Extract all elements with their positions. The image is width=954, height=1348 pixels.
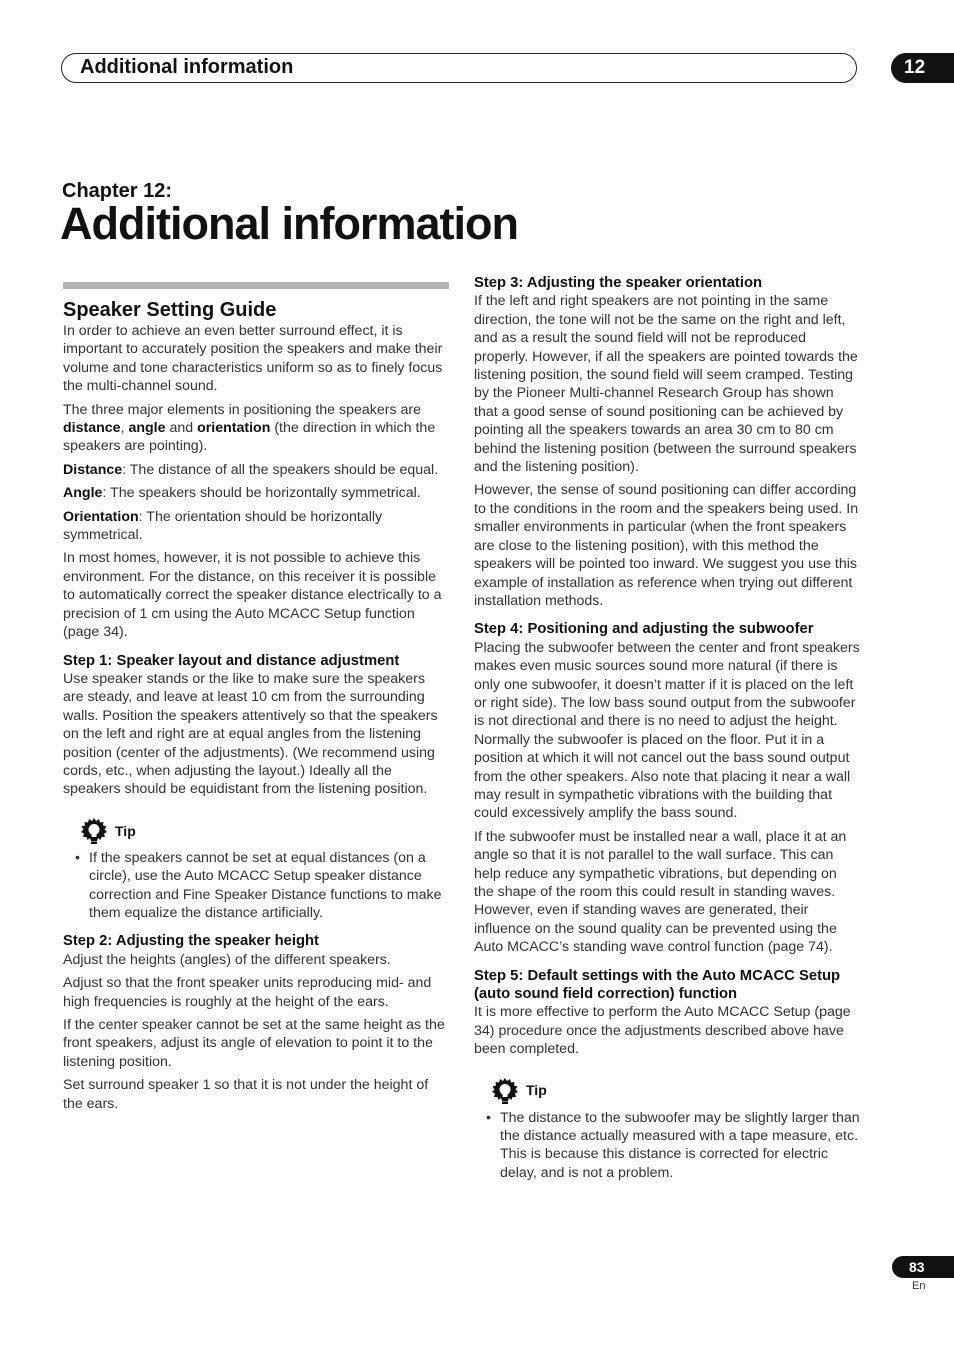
chapter-number-tab: 12 — [891, 53, 954, 83]
chapter-label: Chapter 12: — [62, 180, 173, 202]
step2-paragraph-4: Set surround speaker 1 so that it is not under the height of the ears. — [63, 1077, 429, 1112]
step3-paragraph-1: If the left and right speakers are not pointing in the same direction, the tone will not be the same on the right and left, and as a result the sound field will not be reproduced properly. However, if all the speakers are pointed towards the listening position, the sound field will seem cramped. Testing by the Pioneer Multi-channel Research Group has shown that a good sense of sound positioning can be achieved by pointing all the speakers towards an area 30 cm to 80 cm behind the listening position (between the surround speakers and the listening position). — [474, 293, 858, 476]
section-title: Speaker Setting Guide — [63, 299, 277, 321]
step5-heading: Step 5: Default settings with the Auto MCACC Setup (auto sound field correction) function — [474, 967, 841, 1003]
tip-label: Tip — [115, 822, 136, 839]
definition-term: Distance — [63, 461, 123, 478]
tip-heading — [79, 817, 449, 845]
running-header — [61, 53, 857, 83]
lightbulb-icon — [79, 817, 109, 845]
term-angle: angle — [128, 420, 166, 437]
orientation-definition — [63, 508, 449, 545]
definition-text: : The speakers should be horizontally symmetrical. — [102, 485, 421, 502]
definition-text: : The orientation should be horizontally symmetrical. — [63, 508, 383, 544]
homes-paragraph: In most homes, however, it is not possible to achieve this environment. For the distance, on this receiver it is possible to automatically correct the speaker distance electrically to a precision of 1 cm using the Auto MCACC Setup function (page 34). — [63, 550, 442, 641]
distance-definition — [63, 461, 449, 479]
section-divider — [63, 282, 449, 289]
tip-bullet-text: If the speakers cannot be set at equal distances (on a circle), use the Auto MCACC Setup speaker distance correction and Fine Speaker Distance functions to make them equalize the distance artificially. — [89, 849, 442, 921]
step4-paragraph-2: If the subwoofer must be installed near a wall, place it at an angle so that it is not parallel to the wall surface. This can help reduce any sympathetic vibrations, but depending on the shape of the room this could result in standing waves. However, even if standing waves are generated, their influence on the sound quality can be prevented using the Auto MCACC’s standing wave control function (page 74). — [474, 828, 847, 956]
step1-heading: Step 1: Speaker layout and distance adjustment — [63, 652, 400, 669]
step2-paragraph-1: Adjust the heights (angles) of the different speakers. — [63, 951, 391, 968]
elements-text: The three major elements in positioning the speakers are — [63, 401, 422, 418]
tip-bullet-text: The distance to the subwoofer may be slightly larger than the distance actually measured with a tape measure, etc. This is because this distance is corrected for electric delay, and is not a problem. — [500, 1109, 860, 1181]
page-number: 83 — [892, 1256, 954, 1278]
definition-text: : The distance of all the speakers should be equal. — [122, 461, 439, 478]
definition-term: Orientation — [63, 508, 139, 525]
step2-paragraph-2: Adjust so that the front speaker units reproducing mid- and high frequencies is roughly at the height of the ears. — [63, 975, 432, 1010]
elements-paragraph — [63, 401, 449, 456]
step2-paragraph-3: If the center speaker cannot be set at the same height as the front speakers, adjust its angle of elevation to point it to the listening position. — [63, 1017, 445, 1070]
step2-heading: Step 2: Adjusting the speaker height — [63, 933, 319, 950]
step1-paragraph: Use speaker stands or the like to make sure the speakers are steady, and leave at least 10 cm from the surrounding walls. Position the speakers attentively so that the speakers on the left and right are at equal angles from the listening position (center of the adjustments). (We recommend using cords, etc., when adjusting the layout.) Ideally all the speakers should be equidistant from the listening position. — [63, 670, 438, 798]
tip-heading — [490, 1077, 860, 1105]
elements-sep: and — [165, 420, 198, 437]
left-column — [63, 282, 449, 1118]
tip-bullet — [75, 849, 449, 923]
angle-definition — [63, 484, 449, 502]
bullet-dot: • — [75, 849, 80, 866]
elements-text: (the direction in which the speakers are pointing). — [63, 420, 436, 455]
chapter-title: Additional information — [60, 198, 518, 249]
step4-paragraph-1: Placing the subwoofer between the center and front speakers makes even music sources sound more natural (if there is only one subwoofer, it doesn’t matter if it is placed on the left or right side). The low bass sound output from the subwoofer is not directional and there is no need to adjust the height. Normally the subwoofer is placed on the floor. Put it in a position at which it will not cancel out the bass sound output from the other speakers. Also note that placing it near a wall may result in sympathetic vibrations with the building that could excessively amplify the bass sound. — [474, 639, 860, 822]
elements-sep: , — [120, 420, 129, 437]
bullet-dot: • — [486, 1109, 491, 1126]
step5-paragraph: It is more effective to perform the Auto MCACC Setup (page 34) procedure once the adjustments described above have been completed. — [474, 1004, 851, 1058]
lightbulb-icon — [490, 1077, 520, 1105]
step4-heading: Step 4: Positioning and adjusting the subwoofer — [474, 621, 814, 638]
intro-paragraph: In order to achieve an even better surround effect, it is important to accurately position the speakers and make their volume and tone characteristics uniform so as to finely focus the multi-channel sound. — [63, 323, 443, 395]
language-label: En — [912, 1280, 926, 1292]
step3-heading: Step 3: Adjusting the speaker orientation — [474, 275, 763, 291]
tip-bullet — [486, 1109, 860, 1183]
definition-term: Angle — [63, 485, 103, 502]
term-orientation: orientation — [197, 420, 271, 437]
tip-label: Tip — [526, 1082, 547, 1099]
right-column — [474, 274, 860, 1187]
term-distance: distance — [63, 420, 121, 437]
running-header-title: Additional information — [80, 56, 294, 78]
step3-paragraph-2: However, the sense of sound positioning can differ according to the conditions in the room and the speakers being used. In smaller environments in particular (when the front speakers are close to the listening position), with this method the speakers will be pointed too inward. We suggest you use this example of installation as reference when trying out different installation methods. — [474, 482, 859, 609]
